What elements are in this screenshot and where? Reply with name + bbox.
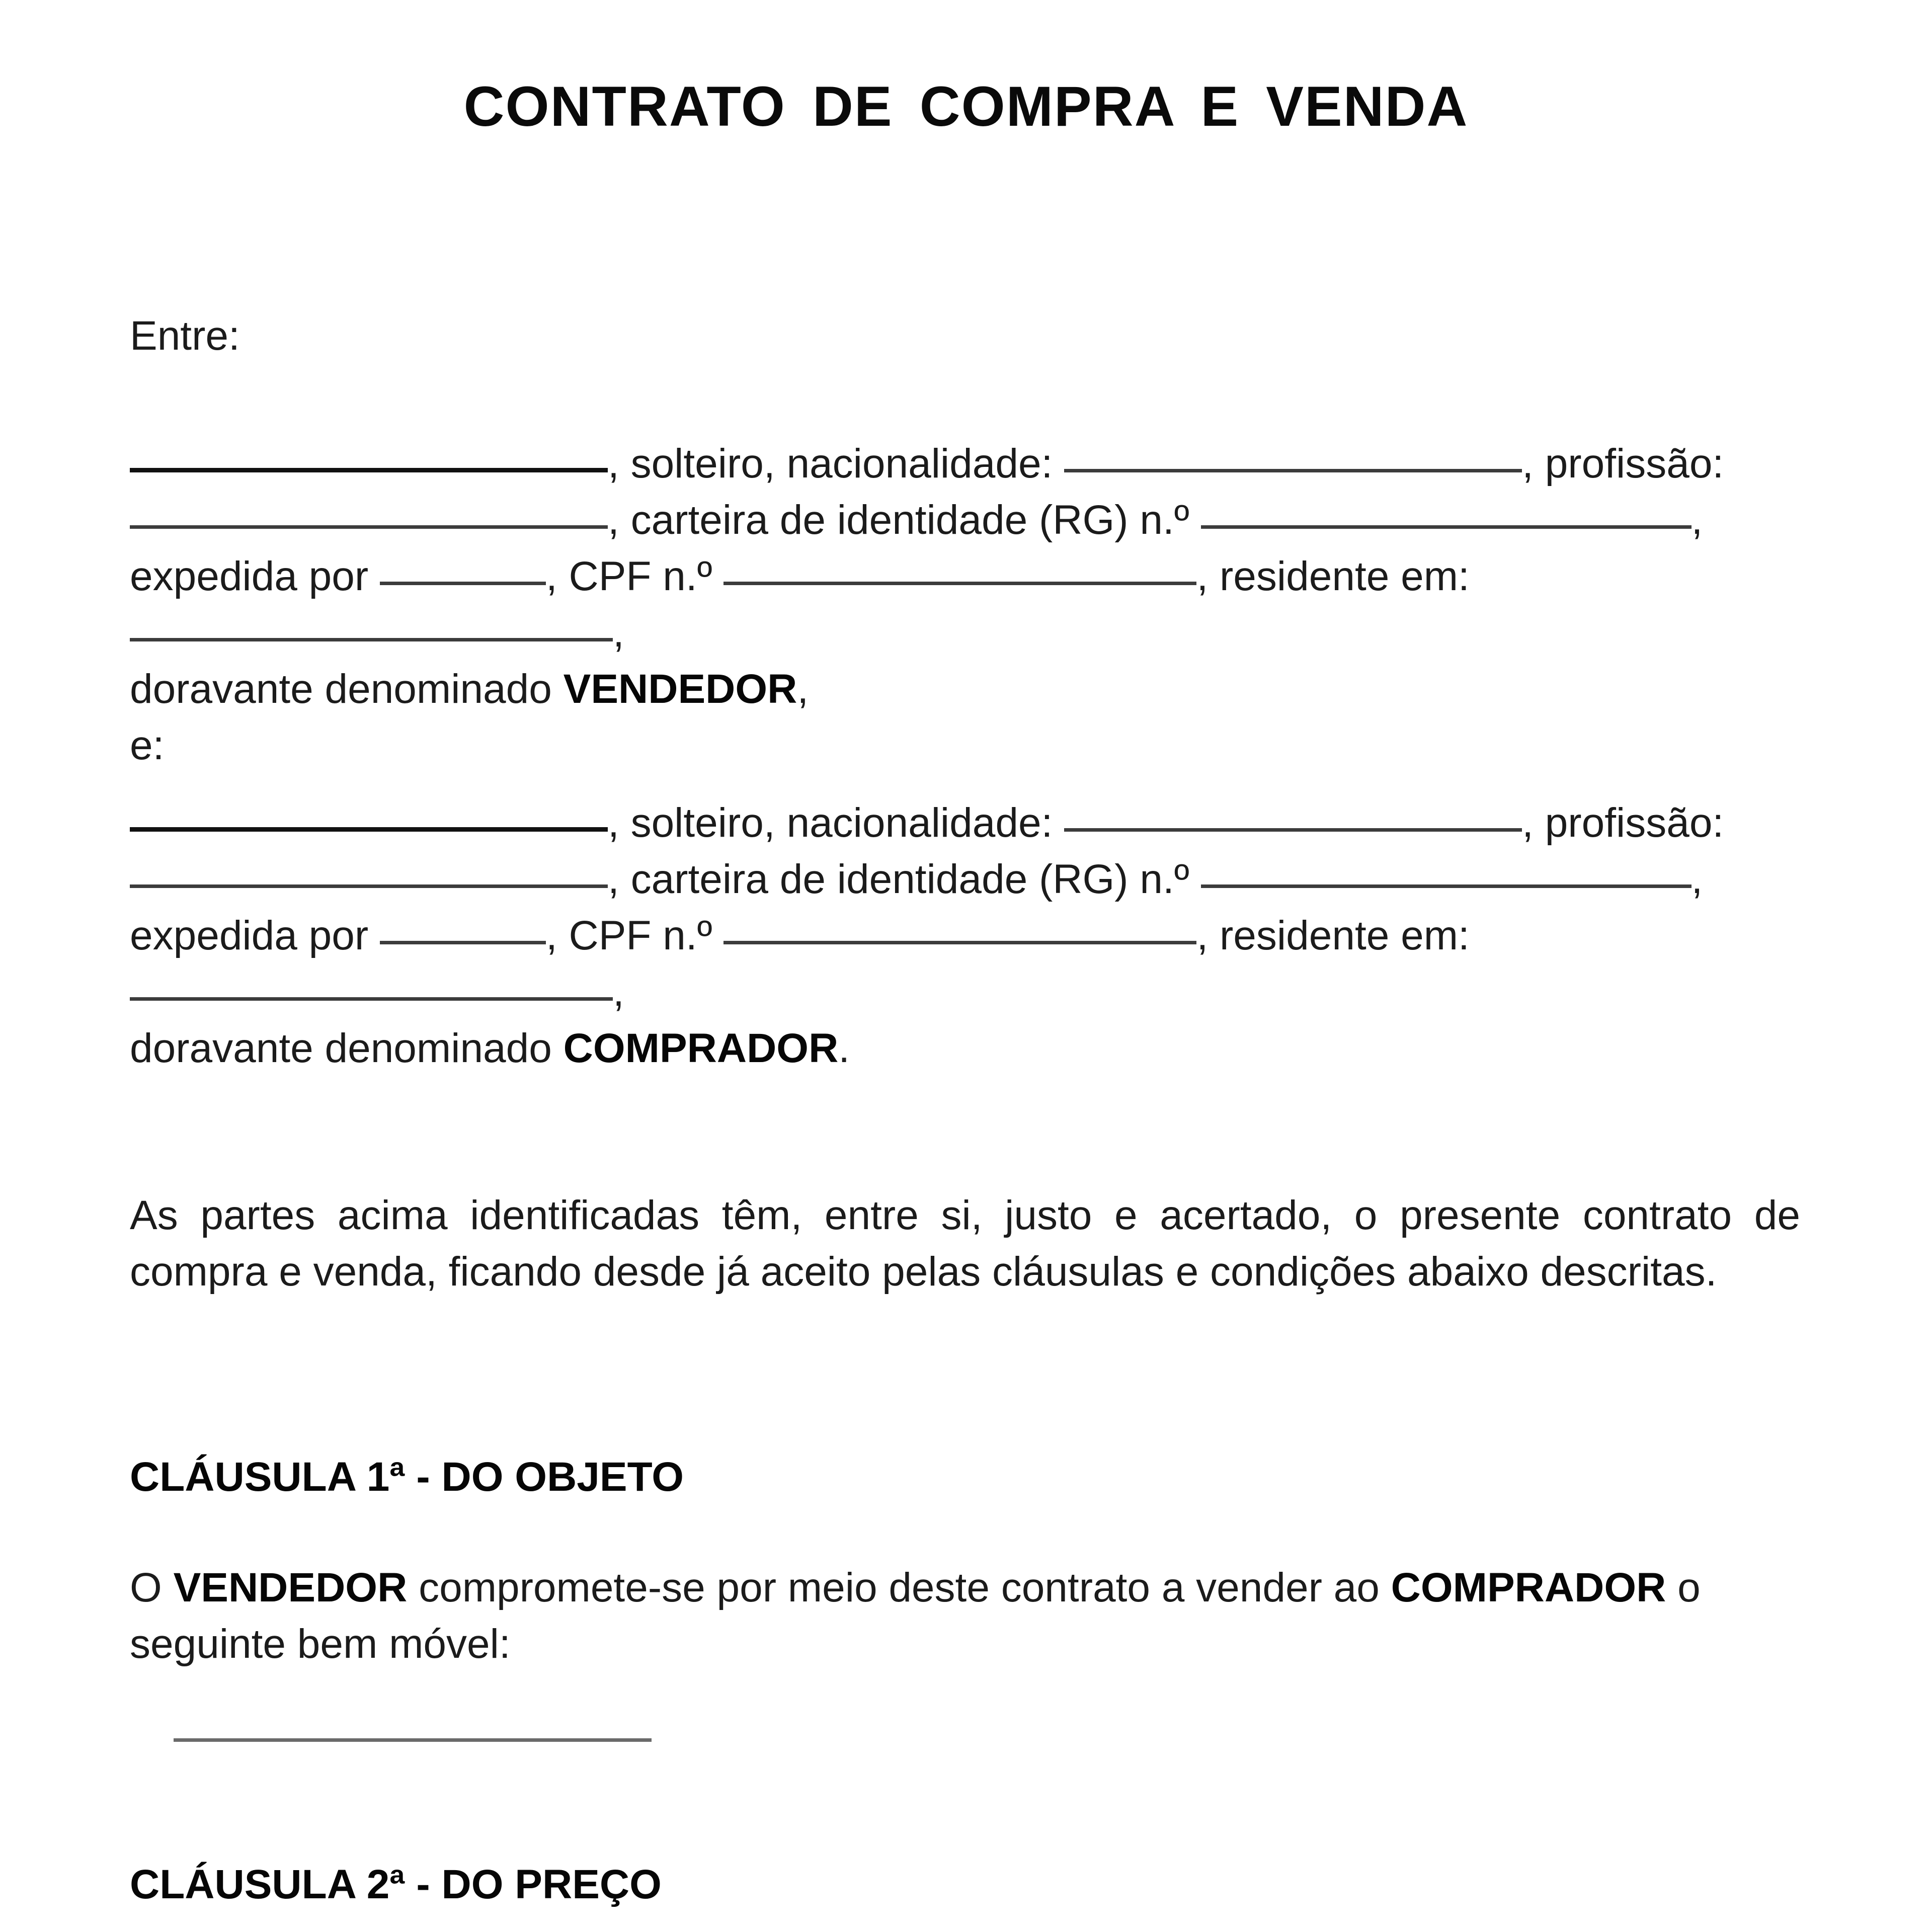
buyer-address-comma: , — [613, 969, 624, 1015]
clause-1-body — [130, 1560, 1800, 1672]
seller-issuer-label: expedida por — [130, 553, 369, 599]
clause-1-block — [130, 1449, 1800, 1505]
seller-line-issuer-cpf — [130, 548, 1470, 605]
buyer-profession-blank[interactable] — [130, 884, 608, 888]
buyer-designation — [130, 1020, 850, 1077]
preamble-paragraph: As partes acima identificadas têm, entre si, justo e acertado, o presente contrato de compra e venda, ficando desde já aceito pelas cláusulas e condições abaixo descritas. — [130, 1192, 1800, 1295]
preamble-block — [130, 1187, 1800, 1300]
seller-address-blank[interactable] — [130, 638, 613, 641]
clause-1-body-part1: O — [130, 1565, 174, 1611]
buyer-nationality-blank[interactable] — [1064, 828, 1522, 832]
buyer-cpf-blank[interactable] — [723, 941, 1196, 944]
buyer-line-profession-rg — [130, 851, 1703, 908]
seller-designation — [130, 661, 809, 717]
seller-residence-label: , residente em: — [1196, 553, 1470, 599]
e-label: e: — [130, 722, 165, 768]
buyer-line2-text-b: , — [1691, 856, 1703, 902]
buyer-line2-text-a: , carteira de identidade (RG) n.º — [608, 856, 1189, 902]
seller-line1-text-a: , solteiro, nacionalidade: — [608, 441, 1053, 487]
buyer-name-blank[interactable] — [130, 827, 608, 832]
clause-2-block — [130, 1857, 1800, 1913]
buyer-designation-term: COMPRADOR — [563, 1025, 839, 1071]
seller-cpf-label: , CPF n.º — [545, 553, 712, 599]
clause-2-heading: CLÁUSULA 2ª - DO PREÇO — [130, 1862, 662, 1907]
buyer-line-address — [130, 964, 624, 1020]
seller-line-profession-rg — [130, 492, 1703, 548]
seller-address-comma: , — [613, 610, 624, 656]
clause-1-body-part2: compromete-se por meio deste contrato a vender ao — [407, 1565, 1391, 1611]
buyer-line1-text-b: , profissão: — [1522, 800, 1724, 846]
seller-profession-blank[interactable] — [130, 525, 608, 529]
seller-line-address — [130, 605, 624, 661]
seller-designation-tail: , — [797, 666, 809, 712]
buyer-residence-label: , residente em: — [1196, 913, 1470, 958]
buyer-issuer-label: expedida por — [130, 913, 369, 958]
seller-line2-text-b: , — [1691, 497, 1703, 543]
seller-cpf-blank[interactable] — [723, 582, 1196, 585]
entre-label: Entre: — [130, 313, 240, 359]
buyer-line-issuer-cpf — [130, 908, 1470, 964]
seller-rg-blank[interactable] — [1201, 525, 1692, 529]
buyer-rg-blank[interactable] — [1201, 884, 1692, 888]
clause-1-term-comprador: COMPRADOR — [1391, 1565, 1666, 1611]
seller-line-name-nationality — [130, 436, 1724, 492]
seller-designation-term: VENDEDOR — [563, 666, 797, 712]
clause-1-body-block — [130, 1560, 1800, 1672]
buyer-line1-text-a: , solteiro, nacionalidade: — [608, 800, 1053, 846]
seller-nationality-blank[interactable] — [1064, 469, 1522, 472]
clause-1-heading: CLÁUSULA 1ª - DO OBJETO — [130, 1454, 684, 1500]
buyer-issuer-blank[interactable] — [380, 941, 546, 944]
page-title: CONTRATO DE COMPRA E VENDA — [463, 75, 1469, 138]
buyer-cpf-label: , CPF n.º — [545, 913, 712, 958]
clause-1-body-part3: o seguinte bem móvel: — [130, 1565, 1701, 1667]
buyer-designation-lead: doravante denominado — [130, 1025, 564, 1071]
buyer-address-blank[interactable] — [130, 997, 613, 1001]
seller-designation-lead: doravante denominado — [130, 666, 564, 712]
clause-1-term-vendedor: VENDEDOR — [173, 1565, 408, 1611]
seller-line1-text-b: , profissão: — [1522, 441, 1724, 487]
seller-line2-text-a: , carteira de identidade (RG) n.º — [608, 497, 1189, 543]
seller-issuer-blank[interactable] — [380, 582, 546, 585]
buyer-designation-tail: . — [838, 1025, 850, 1071]
seller-name-blank[interactable] — [130, 468, 608, 472]
object-description-blank[interactable] — [174, 1738, 652, 1742]
buyer-line-name-nationality — [130, 795, 1724, 851]
